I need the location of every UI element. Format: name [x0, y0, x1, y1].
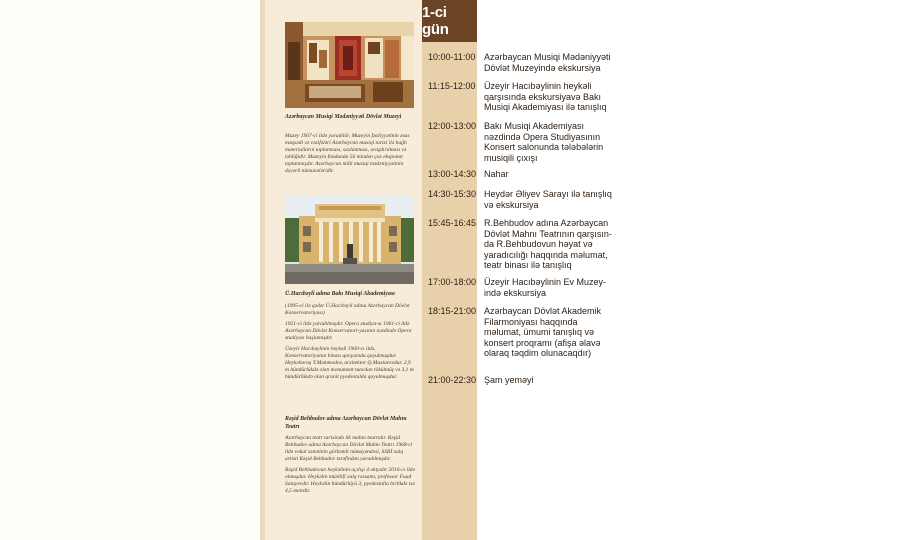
schedule-event: Nahar	[484, 169, 509, 179]
academy-paragraph: 1921-ci ildə yaradılmışdır. Opera studiya-sı 1961-ci ildə Azərbaycan Dövlət Konservatori-yasının nəzdində Opera studiyası başlamışdır.	[285, 321, 412, 341]
academy-paragraph: Üzeyir Hacıbəylinin heykəli 1960-cı ildə, Konservatoriyanın binası qarşısında qoyulmuşdur. Heykəltəraş T.Məmmədov, arxitektor Q.Muxtarovdur. 2,9 m hündürlükdə olan monument tuncdan tökülmüş və 3,1 m hündürlükdə olan qranit pyedestalda qoyulmuşdur.	[285, 346, 414, 380]
schedule-time: 18:15-21:00	[428, 306, 477, 316]
museum-caption: Azərbaycan Musiqi Mədəniyyəti Dövlət Muzeyi	[285, 114, 402, 120]
schedule-time: 14:30-15:30	[428, 189, 477, 199]
page-margin	[0, 0, 260, 540]
schedule-event: Üzeyir Hacıbəylinin heykəli qarşısında ekskursiyavə Bakı Musiqi Akademiyası ilə tanışlıq	[484, 81, 607, 112]
schedule-event: Şam yeməyi	[484, 375, 534, 385]
museum-text: Muzey 1967-ci ildə yaradılıb. Muzeyin fəaliyyətinin əsas məqsədi və vəzifələri Azərbaycan musiqi tarixi ilə bağlı materialların toplanması, saxlanması, araşdırılması və təbliğidir. Muzeyin fondunda 56 mindən çox eksponat toplanmışdır. Azərbaycan milli musiqi mədəniyyətinin dəyərli nümunələridir.	[285, 133, 410, 174]
schedule-time: 12:00-13:00	[428, 121, 477, 131]
schedule-event: Azərbaycan Musiqi Mədəniyyəti Dövlət Muzeyində ekskursiya	[484, 52, 611, 73]
academy-description	[285, 303, 415, 385]
schedule-event: Bakı Musiqi Akademiyası nəzdində Opera Studiyasının Konsert salonunda tələbələrin musiqili çıxışı	[484, 121, 604, 163]
academy-caption: Ü.Hacıbəyli adına Bakı Musiqi Akademiyası	[285, 291, 395, 297]
schedule-event: R.Behbudov adına Azərbaycan Dövlət Mahnı Teatrının qarşısın-da R.Behbudovun həyat və yaradıcılığı haqqında məlumat, teatr binası ilə tanışlıq	[484, 218, 612, 270]
schedule-time: 13:00-14:30	[428, 169, 477, 179]
schedule-time: 17:00-18:00	[428, 277, 477, 287]
schedule-time: 10:00-11:00	[428, 52, 476, 62]
museum-description	[285, 133, 415, 179]
academy-building-illustration	[285, 196, 414, 284]
schedule-event: Azərbaycan Dövlət Akademik Filarmoniyası haqqında məlumat, ümumi tanışlıq və konsert proqramı (afişa əlavə olaraq təqdim olunacaqdır)	[484, 306, 602, 358]
schedule-time: 21:00-22:30	[428, 375, 477, 385]
academy-paragraph: (1995-ci ilə qədər Ü.Hacıbəyli adına Azərbaycan Dövlət Konservatoriyası)	[285, 303, 410, 316]
column-shade	[260, 0, 265, 540]
theatre-caption: Rəşid Behbudov adına Azərbaycan Dövlət Mahnı Teatrı	[285, 416, 407, 430]
theatre-paragraph: Rəşid Behbudovun heykəlinin açılışı 4 oktyabr 2016-cı ildə olmuşdur. Heykəlin müəllifi xalq rəssamı, professor Fuad Salayevdir. Heykəlin hündürlüyü 3, pyedestalla birlikdə isə 4,5 metrdir.	[285, 467, 415, 494]
museum-photo	[285, 22, 414, 108]
museum-interior-illustration	[285, 22, 414, 108]
schedule-time: 15:45-16:45	[428, 218, 477, 228]
day-header: 1-ci gün	[422, 0, 477, 42]
academy-photo	[285, 196, 414, 284]
theatre-paragraph: Azərbaycan teatr tarixində ilk mahnı teatrıdır. Rəşid Behbudov adına Azərbaycan Dövlət Mahnı Teatrı 1968-ci ildə vokal sənətinin görkəmli nümayəndəsi, SSRİ xalq artisti Rəşid Behbudov tərəfindən yaradılmışdır.	[285, 435, 413, 462]
theatre-description	[285, 435, 415, 499]
schedule-event: Üzeyir Hacıbəylinin Ev Muzey-ində ekskursiya	[484, 277, 607, 298]
schedule-event: Heydər Əliyev Sarayı ilə tanışlıq və ekskursiya	[484, 189, 612, 210]
schedule-time: 11:15-12:00	[428, 81, 476, 91]
